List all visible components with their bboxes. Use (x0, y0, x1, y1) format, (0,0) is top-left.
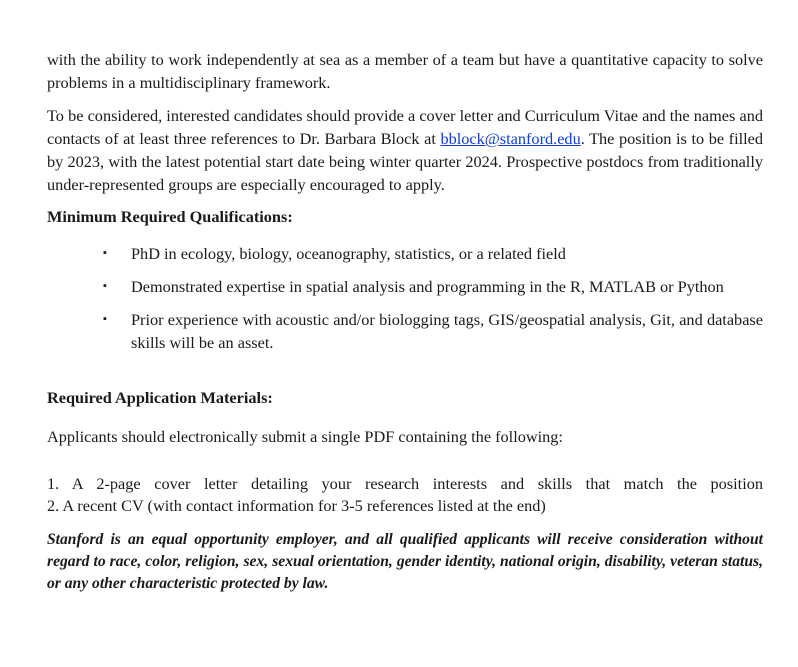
materials-intro: Applicants should electronically submit a single PDF containing the following: (47, 427, 563, 446)
bullet-icon: ▪ (103, 247, 107, 259)
qualifications-list (47, 242, 763, 354)
paragraph-skills: with the ability to work independently at sea as a member of a team but have a quantitative capacity to solve problems in a multidisciplinary framework. (47, 50, 763, 92)
min-qualifications-heading: Minimum Required Qualifications: (47, 207, 293, 226)
bullet-icon: ▪ (103, 280, 107, 292)
paragraph-application-end: . The position is to be filled by 2023, with the latest potential start date being winter quarter 2024. Prospective postdocs from traditionally under-represented groups are especially encouraged to apply. (47, 129, 764, 194)
qualification-text: Demonstrated expertise in spatial analysis and programming in the R, MATLAB or Python (131, 277, 724, 296)
required-materials-heading: Required Application Materials: (47, 388, 273, 407)
qualification-text: PhD in ecology, biology, oceanography, statistics, or a related field (131, 244, 566, 263)
bullet-icon: ▪ (103, 313, 107, 325)
paragraph-application (47, 104, 763, 196)
list-item (103, 275, 763, 298)
paragraph-application-start: To be considered, interested candidates should provide a cover letter and Curriculum Vitae and the names and contacts of at least three references to Dr. Barbara Block at (47, 106, 763, 148)
list-item: 1. A 2-page cover letter detailing your research interests and skills that match the position (47, 474, 763, 493)
materials-list (47, 473, 763, 517)
qualification-text: Prior experience with acoustic and/or biologging tags, GIS/geospatial analysis, Git, and database skills will be an asset. (131, 310, 763, 352)
list-item (103, 308, 763, 354)
document-page (47, 48, 763, 595)
email-link[interactable]: bblock@stanford.edu (440, 129, 581, 148)
list-item (103, 242, 763, 265)
eeo-statement: Stanford is an equal opportunity employer, and all qualified applicants will receive consideration without regard to race, color, religion, sex, sexual orientation, gender identity, national origin, disability, veteran status, or any other characteristic protected by law. (47, 531, 763, 592)
list-item: 2. A recent CV (with contact information for 3-5 references listed at the end) (47, 496, 546, 515)
